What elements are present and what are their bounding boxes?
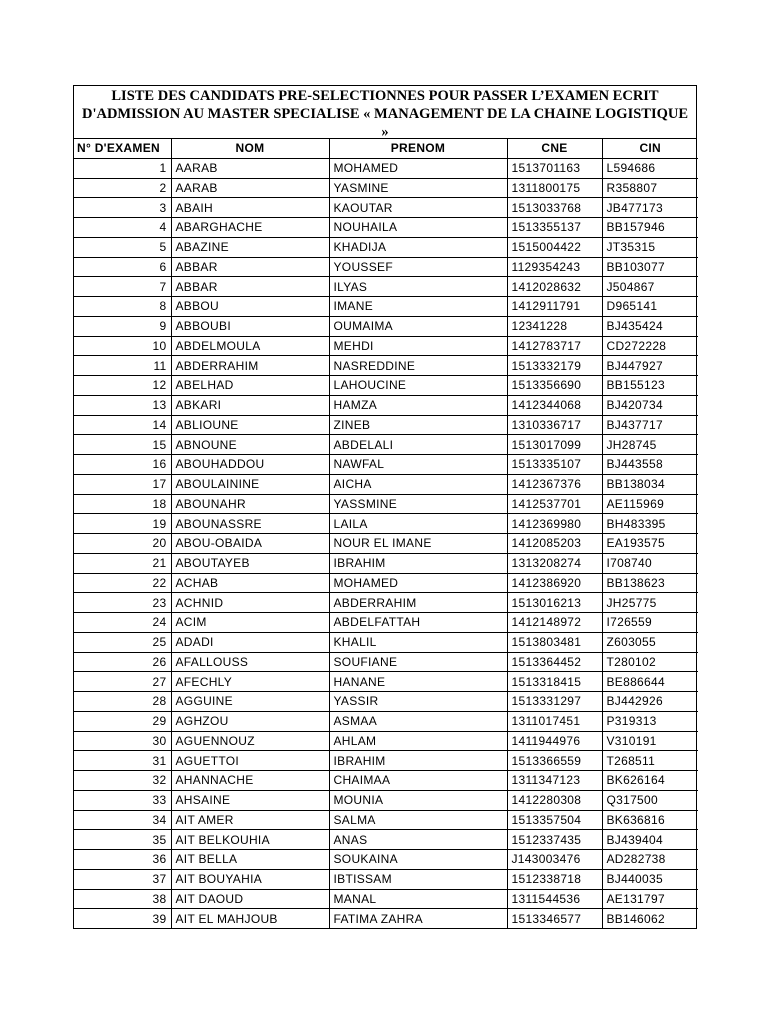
- exam-number-cell: 30: [74, 731, 171, 751]
- cin-cell: L594686: [602, 158, 698, 178]
- exam-number-cell: 24: [74, 613, 171, 633]
- nom-cell: AIT BOUYAHIA: [171, 869, 329, 889]
- exam-number-cell: 2: [74, 178, 171, 198]
- cne-cell: 1412148972: [507, 613, 602, 633]
- exam-number-cell: 3: [74, 198, 171, 218]
- table-row: [74, 237, 698, 257]
- nom-cell: AIT AMER: [171, 810, 329, 830]
- table-row: [74, 652, 698, 672]
- nom-cell: AIT BELKOUHIA: [171, 830, 329, 850]
- cne-cell: 1412386920: [507, 573, 602, 593]
- table-row: [74, 830, 698, 850]
- cne-cell: 1412344068: [507, 395, 602, 415]
- cne-cell: 1513357504: [507, 810, 602, 830]
- cin-cell: BB138034: [602, 474, 698, 494]
- nom-cell: ABOULAININE: [171, 474, 329, 494]
- exam-number-cell: 19: [74, 514, 171, 534]
- prenom-cell: ABDERRAHIM: [329, 593, 507, 613]
- exam-number-cell: 38: [74, 889, 171, 909]
- exam-number-cell: 25: [74, 632, 171, 652]
- exam-number-cell: 16: [74, 455, 171, 475]
- cin-cell: BJ443558: [602, 455, 698, 475]
- exam-number-cell: 14: [74, 415, 171, 435]
- cne-cell: 12341228: [507, 316, 602, 336]
- exam-number-cell: 26: [74, 652, 171, 672]
- prenom-cell: SOUFIANE: [329, 652, 507, 672]
- cin-cell: BJ435424: [602, 316, 698, 336]
- cne-cell: 1412369980: [507, 514, 602, 534]
- cin-cell: AE115969: [602, 494, 698, 514]
- nom-cell: AFALLOUSS: [171, 652, 329, 672]
- cne-cell: 1513346577: [507, 909, 602, 928]
- table-row: [74, 277, 698, 297]
- nom-cell: ABAIH: [171, 198, 329, 218]
- exam-number-cell: 7: [74, 277, 171, 297]
- cne-cell: 1513318415: [507, 672, 602, 692]
- exam-number-cell: 12: [74, 376, 171, 396]
- nom-cell: ACHAB: [171, 573, 329, 593]
- nom-cell: ABBAR: [171, 257, 329, 277]
- prenom-cell: SOUKAINA: [329, 850, 507, 870]
- exam-number-cell: 5: [74, 237, 171, 257]
- nom-cell: AFECHLY: [171, 672, 329, 692]
- exam-number-cell: 21: [74, 553, 171, 573]
- cin-cell: BJ447927: [602, 356, 698, 376]
- cne-cell: 1412911791: [507, 297, 602, 317]
- nom-cell: AIT EL MAHJOUB: [171, 909, 329, 928]
- table-row: [74, 336, 698, 356]
- exam-number-cell: 37: [74, 869, 171, 889]
- table-row: [74, 356, 698, 376]
- header-cne: CNE: [507, 139, 602, 158]
- cin-cell: BK636816: [602, 810, 698, 830]
- prenom-cell: ILYAS: [329, 277, 507, 297]
- prenom-cell: KHALIL: [329, 632, 507, 652]
- prenom-cell: YASSIR: [329, 692, 507, 712]
- table-row: [74, 395, 698, 415]
- candidates-table: [74, 139, 698, 928]
- cin-cell: BB157946: [602, 218, 698, 238]
- prenom-cell: ABDELALI: [329, 435, 507, 455]
- cin-cell: D965141: [602, 297, 698, 317]
- exam-number-cell: 32: [74, 771, 171, 791]
- nom-cell: ABELHAD: [171, 376, 329, 396]
- exam-number-cell: 8: [74, 297, 171, 317]
- cne-cell: 1512338718: [507, 869, 602, 889]
- table-row: [74, 514, 698, 534]
- prenom-cell: ZINEB: [329, 415, 507, 435]
- prenom-cell: ABDELFATTAH: [329, 613, 507, 633]
- cne-cell: 1513366559: [507, 751, 602, 771]
- prenom-cell: IBTISSAM: [329, 869, 507, 889]
- table-row: [74, 613, 698, 633]
- prenom-cell: FATIMA ZAHRA: [329, 909, 507, 928]
- cin-cell: Z603055: [602, 632, 698, 652]
- table-row: [74, 869, 698, 889]
- cne-cell: 1412085203: [507, 534, 602, 554]
- table-row: [74, 889, 698, 909]
- exam-number-cell: 11: [74, 356, 171, 376]
- exam-number-cell: 36: [74, 850, 171, 870]
- table-row: [74, 790, 698, 810]
- cin-cell: I726559: [602, 613, 698, 633]
- table-row: [74, 435, 698, 455]
- table-row: [74, 909, 698, 928]
- cin-cell: T268511: [602, 751, 698, 771]
- table-row: [74, 553, 698, 573]
- cne-cell: 1513335107: [507, 455, 602, 475]
- nom-cell: ABLIOUNE: [171, 415, 329, 435]
- table-row: [74, 415, 698, 435]
- exam-number-cell: 6: [74, 257, 171, 277]
- cne-cell: 1513364452: [507, 652, 602, 672]
- exam-number-cell: 1: [74, 158, 171, 178]
- cin-cell: JT35315: [602, 237, 698, 257]
- nom-cell: ABDELMOULA: [171, 336, 329, 356]
- cne-cell: 1311347123: [507, 771, 602, 791]
- exam-number-cell: 17: [74, 474, 171, 494]
- cne-cell: 1513356690: [507, 376, 602, 396]
- nom-cell: ABAZINE: [171, 237, 329, 257]
- exam-number-cell: 18: [74, 494, 171, 514]
- cne-cell: 1311544536: [507, 889, 602, 909]
- cne-cell: 1411944976: [507, 731, 602, 751]
- cin-cell: R358807: [602, 178, 698, 198]
- nom-cell: ACIM: [171, 613, 329, 633]
- cne-cell: 1311800175: [507, 178, 602, 198]
- cin-cell: BJ440035: [602, 869, 698, 889]
- exam-number-cell: 27: [74, 672, 171, 692]
- exam-number-cell: 4: [74, 218, 171, 238]
- table-row: [74, 455, 698, 475]
- nom-cell: ABOUNASSRE: [171, 514, 329, 534]
- cne-cell: 1412028632: [507, 277, 602, 297]
- prenom-cell: MOHAMED: [329, 158, 507, 178]
- nom-cell: ABBAR: [171, 277, 329, 297]
- cin-cell: AD282738: [602, 850, 698, 870]
- prenom-cell: YASMINE: [329, 178, 507, 198]
- table-row: [74, 810, 698, 830]
- cne-cell: 1412367376: [507, 474, 602, 494]
- prenom-cell: AHLAM: [329, 731, 507, 751]
- cin-cell: P319313: [602, 711, 698, 731]
- cne-cell: 1513016213: [507, 593, 602, 613]
- prenom-cell: NAWFAL: [329, 455, 507, 475]
- prenom-cell: MOHAMED: [329, 573, 507, 593]
- cin-cell: JH28745: [602, 435, 698, 455]
- cin-cell: EA193575: [602, 534, 698, 554]
- header-cin: CIN: [602, 139, 698, 158]
- exam-number-cell: 15: [74, 435, 171, 455]
- cin-cell: T280102: [602, 652, 698, 672]
- cne-cell: 1513331297: [507, 692, 602, 712]
- nom-cell: ABBOU: [171, 297, 329, 317]
- cin-cell: BB138623: [602, 573, 698, 593]
- cin-cell: BB146062: [602, 909, 698, 928]
- table-row: [74, 297, 698, 317]
- exam-number-cell: 31: [74, 751, 171, 771]
- nom-cell: ABOUTAYEB: [171, 553, 329, 573]
- prenom-cell: YASSMINE: [329, 494, 507, 514]
- cin-cell: I708740: [602, 553, 698, 573]
- nom-cell: ABOUHADDOU: [171, 455, 329, 475]
- cin-cell: BB155123: [602, 376, 698, 396]
- cne-cell: 1412537701: [507, 494, 602, 514]
- cin-cell: Q317500: [602, 790, 698, 810]
- cin-cell: BK626164: [602, 771, 698, 791]
- page-title: LISTE DES CANDIDATS PRE-SELECTIONNES POUR PASSER L’EXAMEN ECRIT D'ADMISSION AU MASTER SPECIALISE « MANAGEMENT DE LA CHAINE LOGISTIQUE »: [74, 86, 696, 139]
- nom-cell: ABKARI: [171, 395, 329, 415]
- exam-number-cell: 20: [74, 534, 171, 554]
- header-prenom: PRENOM: [329, 139, 507, 158]
- prenom-cell: OUMAIMA: [329, 316, 507, 336]
- cin-cell: J504867: [602, 277, 698, 297]
- cne-cell: 1412783717: [507, 336, 602, 356]
- cne-cell: J143003476: [507, 850, 602, 870]
- table-row: [74, 257, 698, 277]
- exam-number-cell: 10: [74, 336, 171, 356]
- cin-cell: JB477173: [602, 198, 698, 218]
- exam-number-cell: 33: [74, 790, 171, 810]
- prenom-cell: ANAS: [329, 830, 507, 850]
- nom-cell: ABARGHACHE: [171, 218, 329, 238]
- exam-number-cell: 9: [74, 316, 171, 336]
- table-row: [74, 218, 698, 238]
- table-row: [74, 692, 698, 712]
- cne-cell: 1513017099: [507, 435, 602, 455]
- nom-cell: ABBOUBI: [171, 316, 329, 336]
- nom-cell: ABDERRAHIM: [171, 356, 329, 376]
- exam-number-cell: 35: [74, 830, 171, 850]
- table-row: [74, 711, 698, 731]
- prenom-cell: MANAL: [329, 889, 507, 909]
- exam-number-cell: 23: [74, 593, 171, 613]
- table-row: [74, 771, 698, 791]
- table-row: [74, 474, 698, 494]
- nom-cell: AHSAINE: [171, 790, 329, 810]
- nom-cell: AIT BELLA: [171, 850, 329, 870]
- table-row: [74, 316, 698, 336]
- cin-cell: BJ439404: [602, 830, 698, 850]
- prenom-cell: MEHDI: [329, 336, 507, 356]
- table-row: [74, 731, 698, 751]
- prenom-cell: IBRAHIM: [329, 553, 507, 573]
- cin-cell: JH25775: [602, 593, 698, 613]
- exam-number-cell: 39: [74, 909, 171, 928]
- nom-cell: AARAB: [171, 178, 329, 198]
- cne-cell: 1513803481: [507, 632, 602, 652]
- prenom-cell: CHAIMAA: [329, 771, 507, 791]
- cin-cell: BJ420734: [602, 395, 698, 415]
- table-row: [74, 198, 698, 218]
- prenom-cell: IBRAHIM: [329, 751, 507, 771]
- exam-number-cell: 29: [74, 711, 171, 731]
- prenom-cell: NOUR EL IMANE: [329, 534, 507, 554]
- cne-cell: 1412280308: [507, 790, 602, 810]
- table-row: [74, 534, 698, 554]
- table-row: [74, 593, 698, 613]
- cne-cell: 1513355137: [507, 218, 602, 238]
- prenom-cell: KAOUTAR: [329, 198, 507, 218]
- prenom-cell: KHADIJA: [329, 237, 507, 257]
- prenom-cell: MOUNIA: [329, 790, 507, 810]
- table-row: [74, 672, 698, 692]
- cin-cell: BH483395: [602, 514, 698, 534]
- cne-cell: 1310336717: [507, 415, 602, 435]
- exam-number-cell: 13: [74, 395, 171, 415]
- nom-cell: AGGUINE: [171, 692, 329, 712]
- header-nom: NOM: [171, 139, 329, 158]
- cne-cell: 1311017451: [507, 711, 602, 731]
- cne-cell: 1129354243: [507, 257, 602, 277]
- cne-cell: 1515004422: [507, 237, 602, 257]
- table-row: [74, 178, 698, 198]
- cne-cell: 1512337435: [507, 830, 602, 850]
- prenom-cell: HANANE: [329, 672, 507, 692]
- nom-cell: AARAB: [171, 158, 329, 178]
- table-row: [74, 494, 698, 514]
- prenom-cell: NASREDDINE: [329, 356, 507, 376]
- cne-cell: 1513332179: [507, 356, 602, 376]
- table-row: [74, 850, 698, 870]
- cin-cell: V310191: [602, 731, 698, 751]
- nom-cell: AGUETTOI: [171, 751, 329, 771]
- cne-cell: 1313208274: [507, 553, 602, 573]
- exam-number-cell: 22: [74, 573, 171, 593]
- table-row: [74, 573, 698, 593]
- prenom-cell: HAMZA: [329, 395, 507, 415]
- cin-cell: BE886644: [602, 672, 698, 692]
- nom-cell: AGUENNOUZ: [171, 731, 329, 751]
- prenom-cell: NOUHAILA: [329, 218, 507, 238]
- nom-cell: ABNOUNE: [171, 435, 329, 455]
- table-row: [74, 158, 698, 178]
- table-body: [74, 158, 698, 928]
- cne-cell: 1513701163: [507, 158, 602, 178]
- candidates-list-sheet: [73, 85, 697, 929]
- cin-cell: BJ437717: [602, 415, 698, 435]
- prenom-cell: SALMA: [329, 810, 507, 830]
- prenom-cell: LAHOUCINE: [329, 376, 507, 396]
- table-row: [74, 632, 698, 652]
- nom-cell: ADADI: [171, 632, 329, 652]
- exam-number-cell: 28: [74, 692, 171, 712]
- nom-cell: AGHZOU: [171, 711, 329, 731]
- cin-cell: CD272228: [602, 336, 698, 356]
- nom-cell: ABOUNAHR: [171, 494, 329, 514]
- cin-cell: BB103077: [602, 257, 698, 277]
- cne-cell: 1513033768: [507, 198, 602, 218]
- table-header-row: [74, 139, 698, 158]
- cin-cell: BJ442926: [602, 692, 698, 712]
- prenom-cell: LAILA: [329, 514, 507, 534]
- nom-cell: ACHNID: [171, 593, 329, 613]
- prenom-cell: AICHA: [329, 474, 507, 494]
- header-exam-number: N° D'EXAMEN: [74, 139, 171, 158]
- prenom-cell: ASMAA: [329, 711, 507, 731]
- cin-cell: AE131797: [602, 889, 698, 909]
- prenom-cell: IMANE: [329, 297, 507, 317]
- table-row: [74, 376, 698, 396]
- table-row: [74, 751, 698, 771]
- prenom-cell: YOUSSEF: [329, 257, 507, 277]
- nom-cell: AIT DAOUD: [171, 889, 329, 909]
- nom-cell: AHANNACHE: [171, 771, 329, 791]
- nom-cell: ABOU-OBAIDA: [171, 534, 329, 554]
- exam-number-cell: 34: [74, 810, 171, 830]
